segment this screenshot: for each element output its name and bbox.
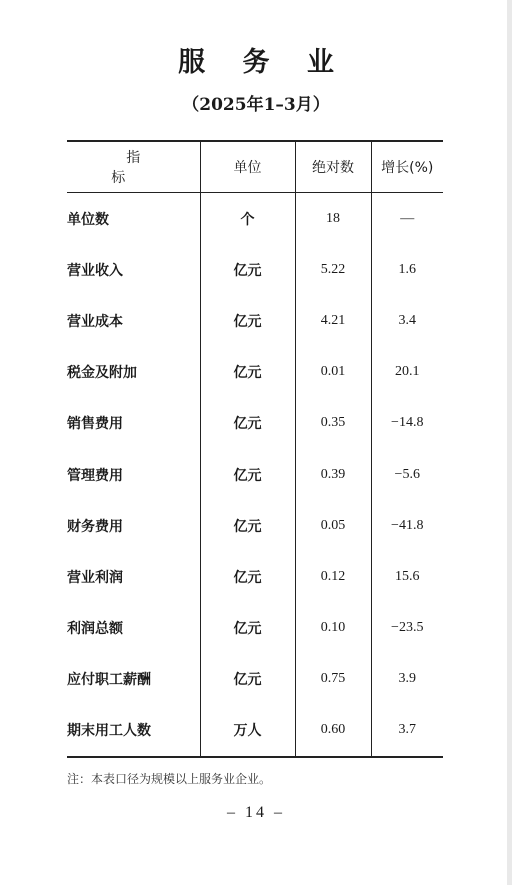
indicator-cell: 期末用工人数	[67, 723, 151, 740]
service-industry-table	[67, 140, 443, 758]
absolute-value-cell: 0.10	[295, 603, 371, 654]
indicator-cell: 单位数	[67, 211, 109, 228]
growth-cell: 3.9	[371, 654, 443, 705]
header-growth: 增长(%)	[371, 141, 443, 193]
indicator-cell: 应付职工薪酬	[67, 672, 151, 689]
growth-cell: 3.7	[371, 705, 443, 757]
growth-cell: −41.8	[371, 500, 443, 551]
page-title: 服 务 业	[178, 47, 348, 78]
table-row	[67, 500, 443, 551]
header-absolute-value: 绝对数	[295, 141, 371, 193]
unit-cell: 万人	[200, 705, 295, 757]
indicator-cell: 利润总额	[67, 621, 123, 638]
indicator-cell: 管理费用	[67, 467, 123, 484]
table-row	[67, 449, 443, 500]
table-row	[67, 705, 443, 757]
table-header-row	[67, 141, 443, 193]
unit-cell: 亿元	[200, 398, 295, 449]
absolute-value-cell: 0.75	[295, 654, 371, 705]
unit-cell: 亿元	[200, 295, 295, 346]
unit-cell: 亿元	[200, 449, 295, 500]
page-edge-shadow	[507, 0, 512, 885]
table-row	[67, 551, 443, 602]
header-indicator: 指 标	[67, 141, 200, 193]
table-row	[67, 603, 443, 654]
growth-cell: 1.6	[371, 244, 443, 295]
growth-cell: −23.5	[371, 603, 443, 654]
indicator-cell: 税金及附加	[67, 365, 137, 382]
indicator-cell: 营业成本	[67, 313, 123, 330]
indicator-cell: 财务费用	[67, 518, 123, 535]
table-body	[67, 193, 443, 758]
page-number: – 14 –	[227, 804, 285, 821]
unit-cell: 亿元	[200, 244, 295, 295]
absolute-value-cell: 0.60	[295, 705, 371, 757]
absolute-value-cell: 4.21	[295, 295, 371, 346]
growth-cell: 3.4	[371, 295, 443, 346]
table-row	[67, 654, 443, 705]
table-row	[67, 193, 443, 245]
page-subtitle: （2025年1–3月）	[182, 95, 330, 115]
absolute-value-cell: 18	[295, 193, 371, 245]
header-unit: 单位	[200, 141, 295, 193]
table-row	[67, 244, 443, 295]
table-row	[67, 398, 443, 449]
growth-cell: 20.1	[371, 347, 443, 398]
table-row	[67, 295, 443, 346]
absolute-value-cell: 0.05	[295, 500, 371, 551]
growth-cell: 15.6	[371, 551, 443, 602]
absolute-value-cell: 0.01	[295, 347, 371, 398]
unit-cell: 亿元	[200, 654, 295, 705]
unit-cell: 亿元	[200, 551, 295, 602]
unit-cell: 个	[200, 193, 295, 245]
table-row	[67, 347, 443, 398]
indicator-cell: 营业利润	[67, 569, 123, 586]
absolute-value-cell: 5.22	[295, 244, 371, 295]
absolute-value-cell: 0.35	[295, 398, 371, 449]
absolute-value-cell: 0.39	[295, 449, 371, 500]
absolute-value-cell: 0.12	[295, 551, 371, 602]
footnote: 注：本表口径为规模以上服务业企业。	[67, 772, 272, 786]
unit-cell: 亿元	[200, 500, 295, 551]
growth-cell: −14.8	[371, 398, 443, 449]
indicator-cell: 营业收入	[67, 262, 123, 279]
indicator-cell: 销售费用	[67, 416, 123, 433]
growth-cell: −5.6	[371, 449, 443, 500]
unit-cell: 亿元	[200, 347, 295, 398]
unit-cell: 亿元	[200, 603, 295, 654]
growth-cell: —	[371, 193, 443, 245]
